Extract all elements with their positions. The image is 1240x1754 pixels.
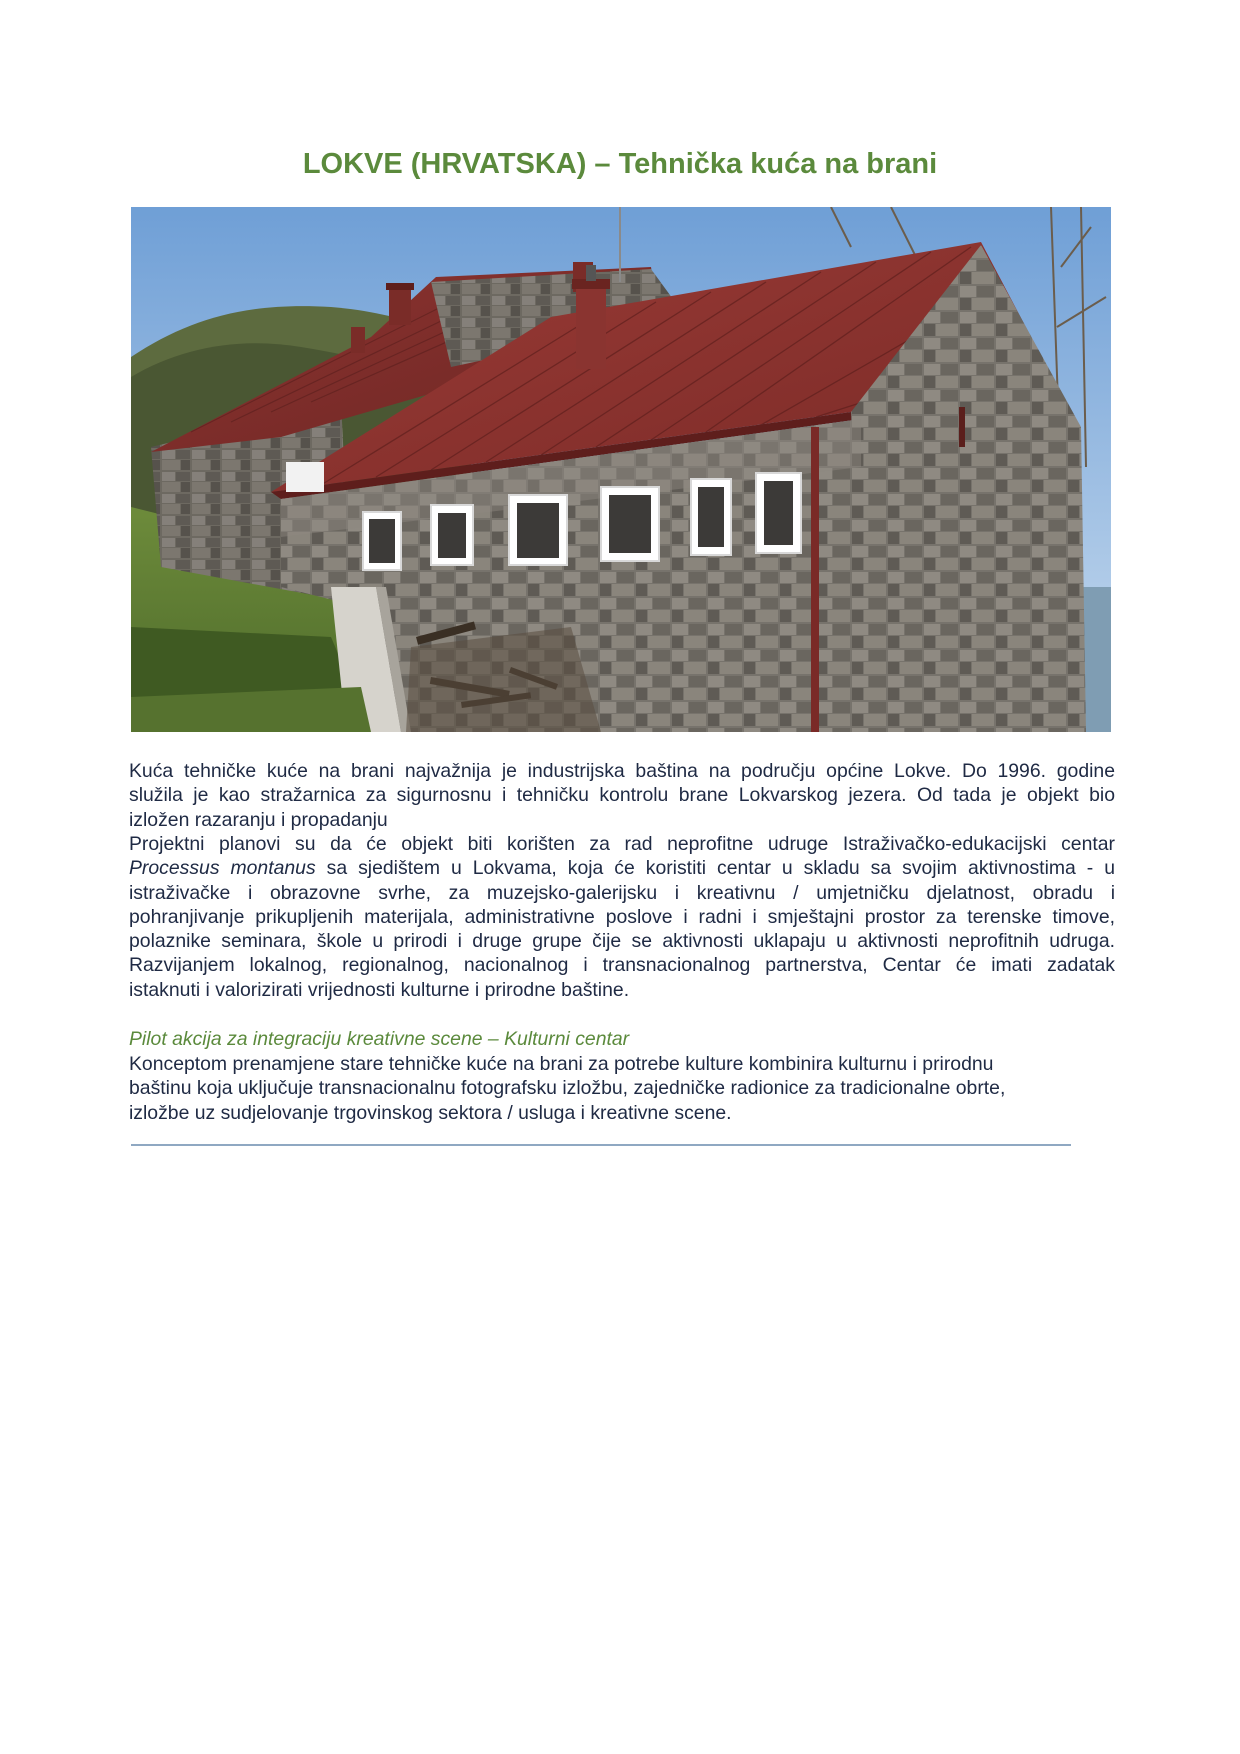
project-line: istaknuti i valorizirati vrijednosti kulturne i prirodne baštine.: [129, 978, 630, 1001]
project-line: istraživačke i obrazovne svrhe, za muzejsko-galerijsku i kreativnu / umjetničku djelatnost, obradu i: [129, 881, 1115, 904]
page-title: LOKVE (HRVATSKA) – Tehnička kuća na brani: [302, 148, 938, 180]
concept-paragraph: [129, 1052, 1115, 1125]
project-line: Razvijanjem lokalnog, regionalnog, nacionalnog i transnacionalnog partnerstva, Centar će imati zadatak: [129, 954, 1115, 977]
project-line: [129, 856, 1115, 880]
concept-line: Konceptom prenamjene stare tehničke kuće na brani za potrebe kulture kombinira kulturnu i prirodnu: [129, 1053, 994, 1075]
intro-line: služila je kao stražarnica za sigurnosnu i tehničku kontrolu brane Lokvarskog jezera. Od tada je objekt bio: [129, 784, 1115, 807]
project-line: polaznike seminara, škole u prirodi i druge grupe čije se aktivnosti uklapaju u aktivnosti neprofitnih udruga.: [129, 930, 1115, 953]
project-line: Projektni planovi su da će objekt biti korišten za rad neprofitne udruge Istraživačko-edukacijski centar: [129, 833, 1115, 855]
project-name: Processus montanus: [129, 857, 316, 880]
project-line: pohranjivanje prikupljenih materijala, administrativne poslove i radni i smještajni prostor za terenske timove,: [129, 905, 1115, 928]
project-line-text: sa sjedištem u Lokvama, koja će koristiti centar u skladu sa svojim aktivnostima - u: [326, 857, 1115, 880]
intro-line: izložen razaranju i propadanju: [129, 808, 388, 831]
concept-line: izložbe uz sudjelovanje trgovinskog sektora / usluga i kreativne scene.: [129, 1101, 732, 1124]
horizontal-rule: [131, 1144, 1071, 1146]
project-paragraph: [129, 832, 1115, 1002]
concept-line: baštinu koja uključuje transnacionalnu fotografsku izložbu, zajedničke radionice za tradicionalne obrte,: [129, 1077, 1006, 1100]
intro-line: Kuća tehničke kuće na brani najvažnija je industrijska baština na području općine Lokve. Do 1996. godine: [129, 760, 1115, 782]
intro-paragraph: [129, 759, 1115, 832]
section-subtitle: Pilot akcija za integraciju kreativne scene – Kulturni centar: [129, 1028, 630, 1050]
house-photo: [131, 207, 1111, 732]
